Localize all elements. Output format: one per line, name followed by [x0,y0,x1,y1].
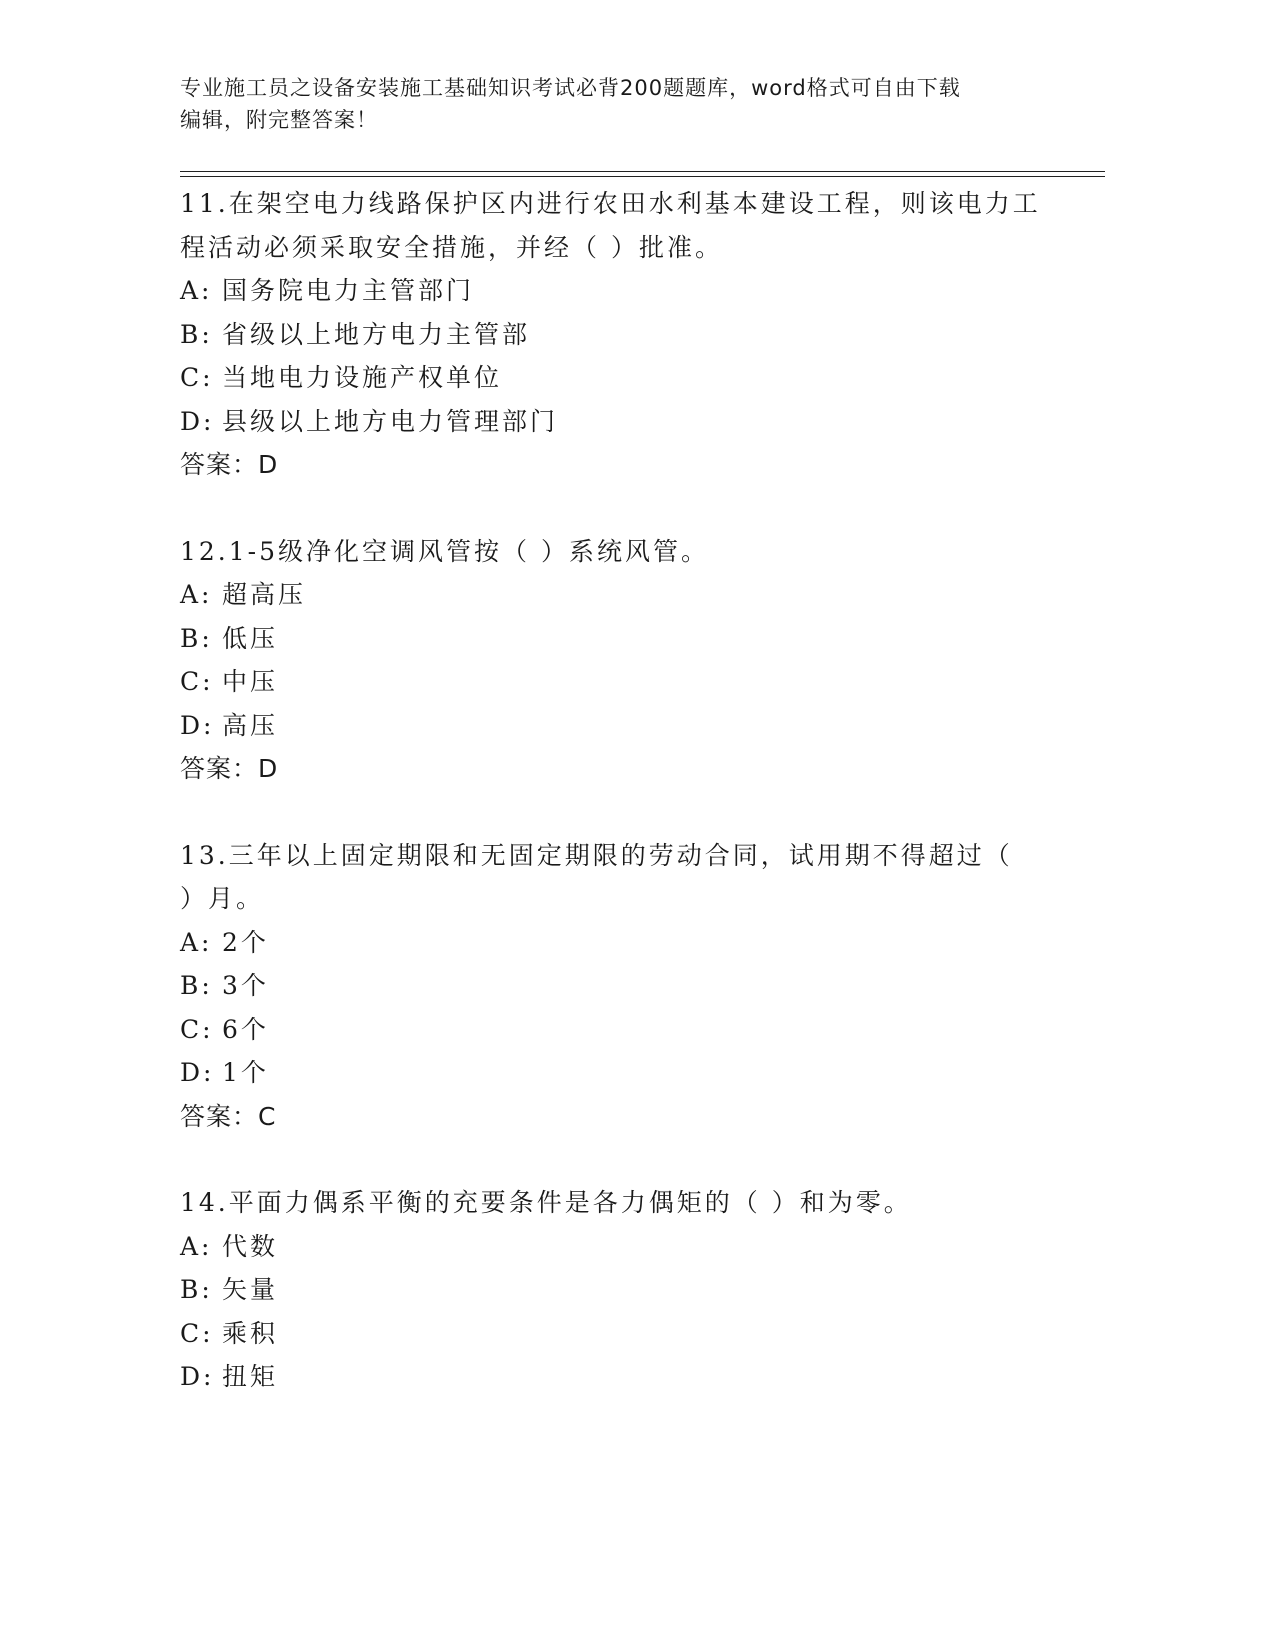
header-divider-top [180,171,1105,172]
option-text: 1个 [222,1058,269,1087]
option-text: 6个 [222,1014,269,1044]
question-stem-line: 14.平面力偶系平衡的充要条件是各力偶矩的（ ）和为零。 [180,1188,912,1217]
option-letter: D: [180,1362,215,1391]
option-letter: C: [180,1014,214,1044]
option-a [180,573,1060,617]
option-text: 省级以上地方电力主管部 [222,319,531,349]
option-text: 国务院电力主管部门 [222,276,475,305]
question-14 [180,1181,1060,1399]
option-letter: A: [180,276,213,305]
option-text: 乘积 [222,1318,279,1348]
question-list [180,182,1060,1442]
answer-line: 答案：C [180,1101,277,1131]
option-letter: D: [180,1058,215,1087]
answer-line: 答案：D [180,450,279,479]
option-letter: B: [180,623,213,653]
option-c [180,1312,1060,1356]
option-text: 矢量 [222,1275,279,1304]
document-header [180,72,1060,136]
option-a [180,269,1060,313]
question-stem-line: 13.三年以上固定期限和无固定期限的劳动合同，试用期不得超过（ [180,840,1013,870]
option-c [180,356,1060,400]
option-letter: A: [180,1231,213,1261]
header-line-1: 专业施工员之设备安装施工基础知识考试必背200题题库，word格式可自由下载 [180,76,961,100]
option-d [180,1355,1060,1399]
option-text: 2个 [222,927,269,957]
question-stem-line: ）月。 [180,884,265,913]
option-letter: A: [180,927,213,957]
option-letter: C: [180,363,214,392]
option-text: 3个 [222,971,269,1000]
option-text: 超高压 [222,580,307,609]
question-13 [180,834,1060,1139]
option-a [180,1225,1060,1269]
question-stem-line: 12.1-5级净化空调风管按（ ）系统风管。 [180,536,709,566]
option-c [180,660,1060,704]
option-a [180,921,1060,965]
option-d [180,704,1060,748]
option-letter: A: [180,580,213,609]
answer-line: 答案：D [180,754,279,783]
option-b [180,617,1060,661]
option-letter: C: [180,667,214,696]
option-letter: B: [180,971,213,1000]
option-text: 扭矩 [222,1362,279,1391]
option-text: 代数 [222,1231,279,1261]
option-text: 高压 [222,710,279,740]
header-divider-bottom [180,176,1105,177]
option-letter: D: [180,710,215,740]
header-line-2: 编辑，附完整答案！ [180,108,378,132]
option-letter: D: [180,406,215,436]
option-d [180,1051,1060,1095]
option-c [180,1008,1060,1052]
option-text: 中压 [222,667,279,696]
option-b [180,313,1060,357]
question-stem-line: 程活动必须采取安全措施，并经（ ）批准。 [180,232,723,262]
option-d [180,400,1060,444]
question-stem-line: 11.在架空电力线路保护区内进行农田水利基本建设工程，则该电力工 [180,189,1041,218]
option-text: 县级以上地方电力管理部门 [222,406,559,436]
option-text: 当地电力设施产权单位 [222,363,503,392]
question-12 [180,530,1060,791]
option-b [180,1268,1060,1312]
option-letter: B: [180,319,213,349]
question-11 [180,182,1060,487]
option-text: 低压 [222,623,279,653]
option-letter: B: [180,1275,213,1304]
option-b [180,964,1060,1008]
option-letter: C: [180,1318,214,1348]
